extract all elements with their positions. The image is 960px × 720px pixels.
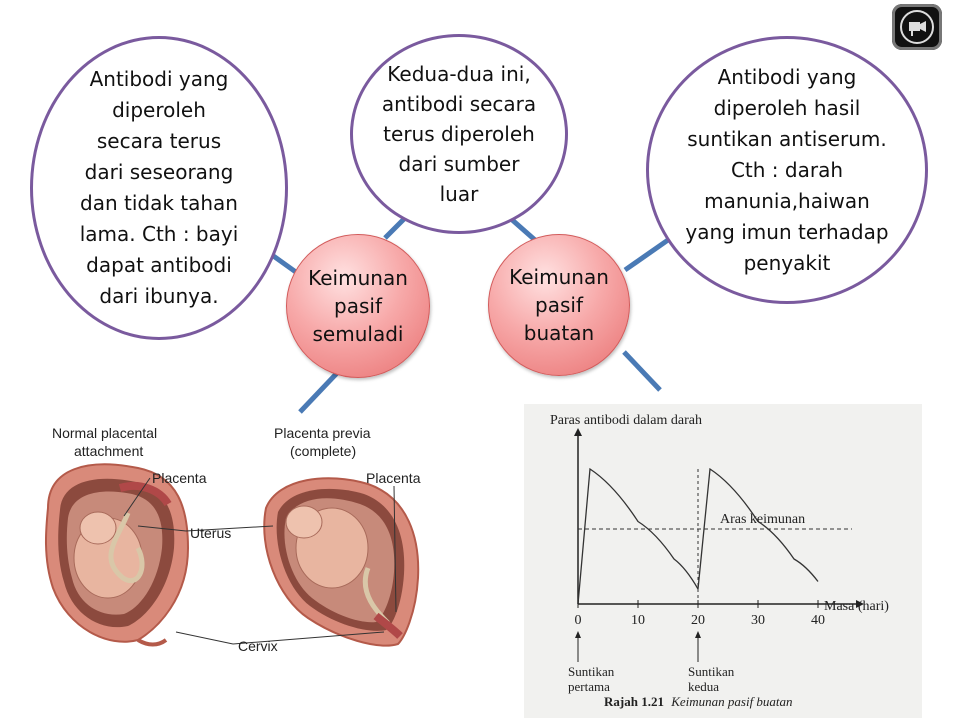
center-oval [350,34,568,234]
node-semuladi-line: pasif [334,294,382,318]
center-oval-line: dari sumber [398,152,520,176]
chart-caption: Rajah 1.21 Keimunan pasif buatan [604,694,793,709]
video-camera-icon [900,10,934,44]
left-oval-line: secara terus [96,129,222,153]
annotation-label: Suntikan pertama [568,664,615,694]
right-oval [646,36,928,304]
left-oval-text [80,64,239,312]
chart-x-tick-label: 20 [691,613,705,628]
node-keimunan-pasif-semuladi[interactable] [286,234,430,378]
placenta-previa-title: Placenta previa (complete) [274,425,371,459]
center-oval-line: antibodi secara [381,92,537,116]
right-oval-line: manunia,haiwan [704,188,870,213]
annotation-label: Suntikan kedua [688,664,735,694]
left-oval-line: lama. Cth : bayi [79,222,239,246]
right-oval-text [685,62,888,279]
node-buatan-line: buatan [523,321,595,345]
center-oval-line: Kedua-dua ini, [387,62,531,86]
right-oval-line: suntikan antiserum. [687,126,887,151]
left-oval [30,36,288,340]
node-semuladi-line: semuladi [312,322,404,346]
node-buatan-line: Keimunan [509,265,609,289]
center-oval-text [382,59,536,209]
right-oval-line: Cth : darah [730,157,844,182]
uterus-label: Uterus [190,525,232,541]
chart-x-tick-label: 0 [574,613,582,628]
left-oval-line: dari seseorang [84,160,234,184]
left-oval-line: diperoleh [112,98,206,122]
left-oval-line: Antibodi yang [89,67,229,91]
node-keimunan-pasif-buatan[interactable] [488,234,630,376]
chart-x-tick-label: 40 [811,613,825,628]
right-oval-line: yang imun terhadap [685,219,889,244]
right-oval-line: penyakit [743,250,831,275]
normal-placental-title: Normal placental attachment [52,425,158,459]
chart-xlabel: Masa (hari) [824,599,889,614]
left-oval-line: dan tidak tahan [80,191,238,215]
chart-x-tick-label: 30 [751,613,765,628]
media-button[interactable] [892,4,942,50]
center-oval-line: terus diperoleh [383,122,535,146]
left-oval-line: dapat antibodi [86,253,232,277]
placenta-label: Placenta [152,470,207,486]
threshold-label: Aras keimunan [720,512,806,527]
placenta-label-previa: Placenta [366,470,421,486]
left-oval-line: dari ibunya. [99,284,219,308]
chart-ylabel: Paras antibodi dalam darah [550,413,703,428]
normal-uterus-drawing [46,464,188,644]
node-buatan-line: pasif [535,293,583,317]
antibody-level-chart [524,404,922,718]
node-semuladi-line: Keimunan [308,266,408,290]
cervix-label: Cervix [238,638,278,654]
right-oval-line: Antibodi yang [717,64,857,89]
right-oval-line: diperoleh hasil [713,95,861,120]
placenta-illustration [28,418,468,660]
center-oval-line: luar [439,182,479,206]
chart-x-tick-label: 10 [631,613,645,628]
